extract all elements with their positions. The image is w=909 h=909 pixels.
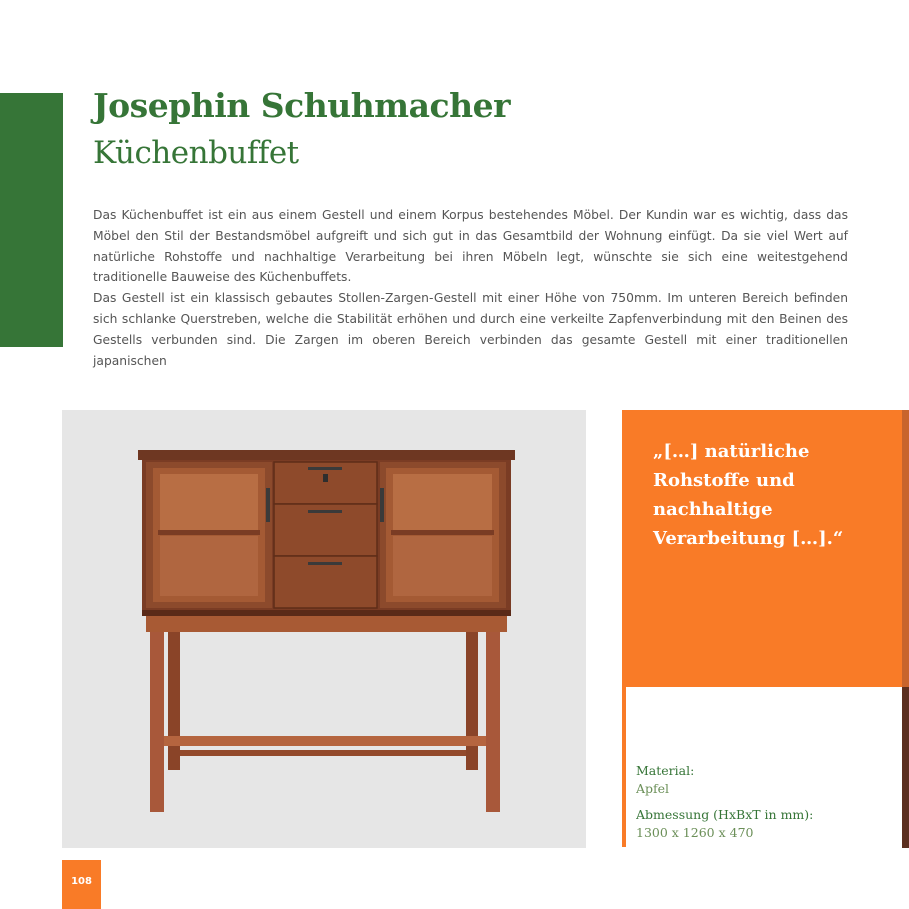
dimensions-value: 1300 x 1260 x 470 xyxy=(636,825,754,840)
author-name: Josephin Schuhmacher xyxy=(93,86,510,125)
green-accent-bar xyxy=(0,93,63,347)
project-title: Küchenbuffet xyxy=(93,135,299,171)
furniture-photo xyxy=(62,410,586,848)
body-paragraph-2: Das Gestell ist ein klassisch gebautes Stollen-Zargen-Gestell mit einer Höhe von 750mm. Im unteren Bereich befinden sich schlanke Querstreben, welche die Stabilität erhöhen und durch eine verkeilte Zapfenverbindung mit den Beinen des Gestells verbunden sind. Die Zargen im oberen Bereich verbinden das gesamte Gestell mit einer traditionellen japanischen xyxy=(93,291,848,368)
body-paragraph-1: Das Küchenbuffet ist ein aus einem Gestell und einem Korpus bestehendes Möbel. Der Kundin war es wichtig, dass das Möbel den Stil der Bestandsmöbel aufgreift und sich gut in das Gesamtbild der Wohnung einfügt. Da sie viel Wert auf natürliche Rohstoffe und nachhaltige Verarbeitung bei ihren Möbeln legt, wünschte sie sich eine weitestgehend traditionelle Bauweise des Küchenbuffets. xyxy=(93,208,848,285)
quote-box-edge xyxy=(622,687,626,847)
body-text xyxy=(93,205,848,371)
specs-block xyxy=(636,762,896,848)
page-number: 108 xyxy=(71,876,92,887)
adjacent-photo-strip-top xyxy=(902,410,909,687)
material-label: Material: xyxy=(636,763,695,778)
material-value: Apfel xyxy=(636,781,670,796)
dimensions-label: Abmessung (HxBxT in mm): xyxy=(636,807,814,822)
page-number-badge xyxy=(62,860,101,909)
pull-quote-text: „[…] natürliche Rohstoffe und nachhaltige Verarbeitung […].“ xyxy=(653,441,844,549)
pull-quote-box xyxy=(622,410,902,687)
kitchen-buffet-illustration xyxy=(62,410,586,848)
